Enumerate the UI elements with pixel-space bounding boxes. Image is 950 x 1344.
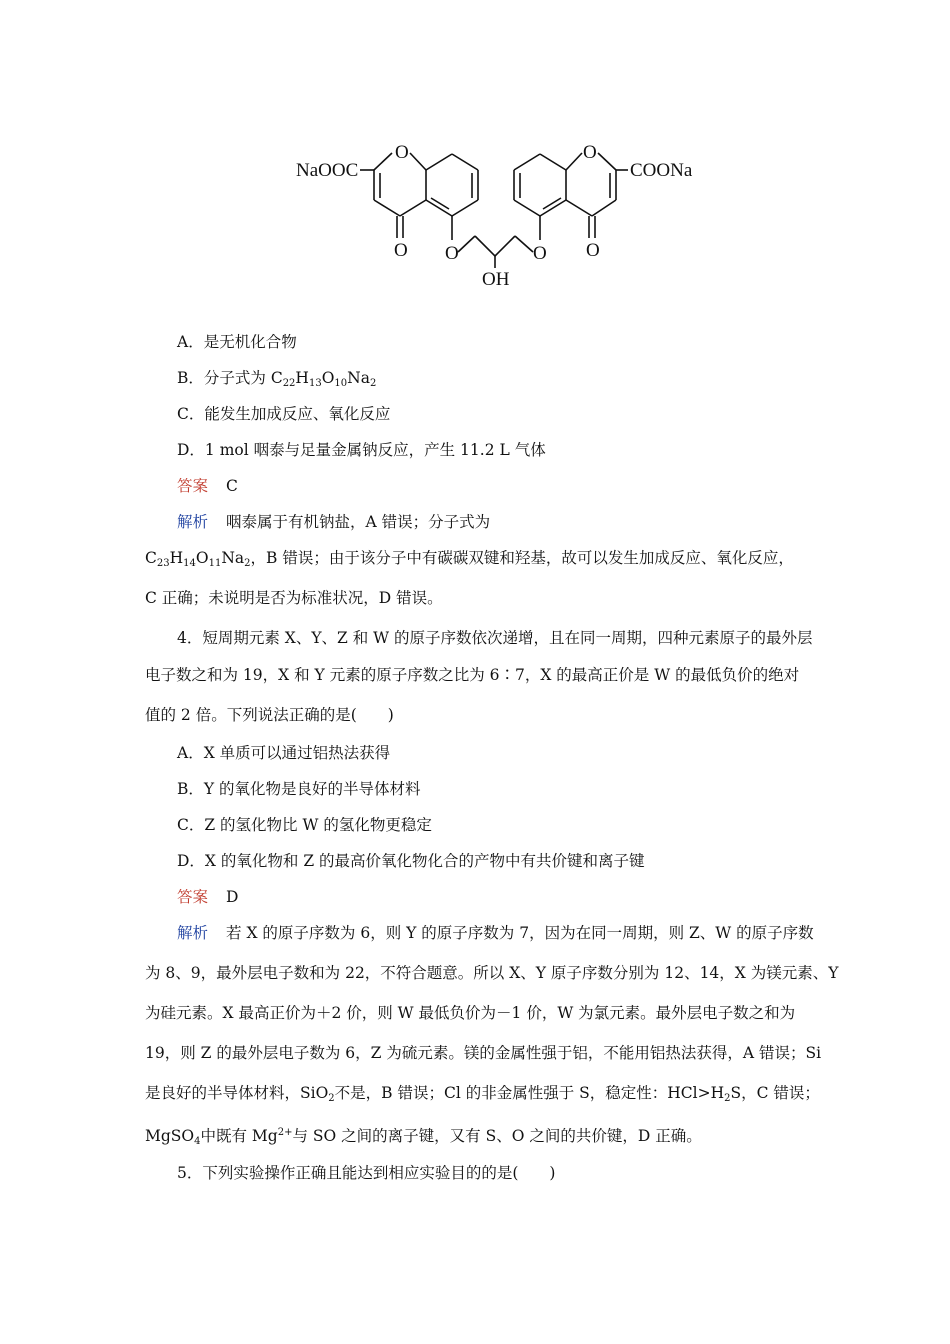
- q3-explanation-1: 解析 咽泰属于有机钠盐，A 错误；分子式为: [177, 513, 491, 531]
- q4-option-c: C．Z 的氢化物比 W 的氢化物更稳定: [177, 816, 432, 834]
- right-ether-oxygen: O: [533, 243, 547, 264]
- q4-answer: 答案 D: [177, 888, 239, 906]
- right-ring-oxygen: O: [583, 142, 597, 163]
- q3-answer: 答案 C: [177, 477, 238, 495]
- explanation-label: 解析: [177, 924, 209, 942]
- q4-explanation-5: 是良好的半导体材料，SiO$_2$不是，B 错误；Cl 的非金属性强于 S，稳定性：$HCl>H_2S$，C 错误；: [145, 1084, 820, 1104]
- right-carbonyl-oxygen: O: [586, 240, 600, 261]
- q4-explanation-3: 为硅元素。X 最高正价为＋2 价，则 W 最低负价为－1 价，W 为氯元素。最外层电子数之和为: [145, 1004, 796, 1022]
- q3-option-b: B．分子式为 $C_{22}H_{13}O_{10}Na_2$: [177, 369, 377, 389]
- right-carboxylate-label: COONa: [630, 160, 693, 181]
- explanation-label: 解析: [177, 513, 209, 531]
- answer-label: 答案: [177, 477, 209, 495]
- q3-explanation-3: C 正确；未说明是否为标准状况，D 错误。: [145, 589, 443, 607]
- answer-label: 答案: [177, 888, 209, 906]
- q4-explanation-6: MgSO$_4$中既有 $Mg^{2+}$与 SO 之间的离子键，又有 S、O 之间的共价键，D 正确。: [145, 1127, 702, 1147]
- left-carboxylate-label: NaOOC: [296, 160, 359, 181]
- q3-option-a: A．是无机化合物: [177, 333, 297, 351]
- q4-explanation-4: 19，则 Z 的最外层电子数为 6，Z 为硫元素。镁的金属性强于铝，不能用铝热法获得，A 错误；Si: [145, 1044, 822, 1062]
- left-carbonyl-oxygen: O: [394, 240, 408, 261]
- q5-stem: 5．下列实验操作正确且能达到相应实验目的的是( ): [177, 1164, 556, 1182]
- left-ring-oxygen: O: [395, 142, 409, 163]
- hydroxyl-label: OH: [482, 269, 510, 290]
- chemical-structure: [0, 0, 950, 310]
- q4-stem-1: 4．短周期元素 X、Y、Z 和 W 的原子序数依次递增，且在同一周期，四种元素原子的最外层: [177, 629, 813, 647]
- q4-stem-2: 电子数之和为 19，X 和 Y 元素的原子序数之比为 6∶7，X 的最高正价是 W 的最低负价的绝对: [145, 666, 800, 684]
- q3-option-c: C．能发生加成反应、氧化反应: [177, 405, 391, 423]
- q4-explanation-1: 解析 若 X 的原子序数为 6，则 Y 的原子序数为 7，因为在同一周期，则 Z、W 的原子序数: [177, 924, 814, 942]
- left-ether-oxygen: O: [445, 243, 459, 264]
- q4-option-b: B．Y 的氧化物是良好的半导体材料: [177, 780, 421, 798]
- q4-explanation-2: 为 8、9，最外层电子数和为 22，不符合题意。所以 X、Y 原子序数分别为 12、14，X 为镁元素、Y: [145, 964, 839, 982]
- q4-option-a: A．X 单质可以通过铝热法获得: [177, 744, 391, 762]
- q3-explanation-2: $C_{23}H_{14}O_{11}Na_2$，B 错误；由于该分子中有碳碳双键和羟基，故可以发生加成反应、氧化反应，: [145, 549, 794, 569]
- q4-option-d: D．X 的氧化物和 Z 的最高价氧化物化合的产物中有共价键和离子键: [177, 852, 645, 870]
- q4-stem-3: 值的 2 倍。下列说法正确的是( ): [145, 706, 394, 724]
- q3-option-d: D．1 mol 咽泰与足量金属钠反应，产生 11.2 L 气体: [177, 441, 546, 459]
